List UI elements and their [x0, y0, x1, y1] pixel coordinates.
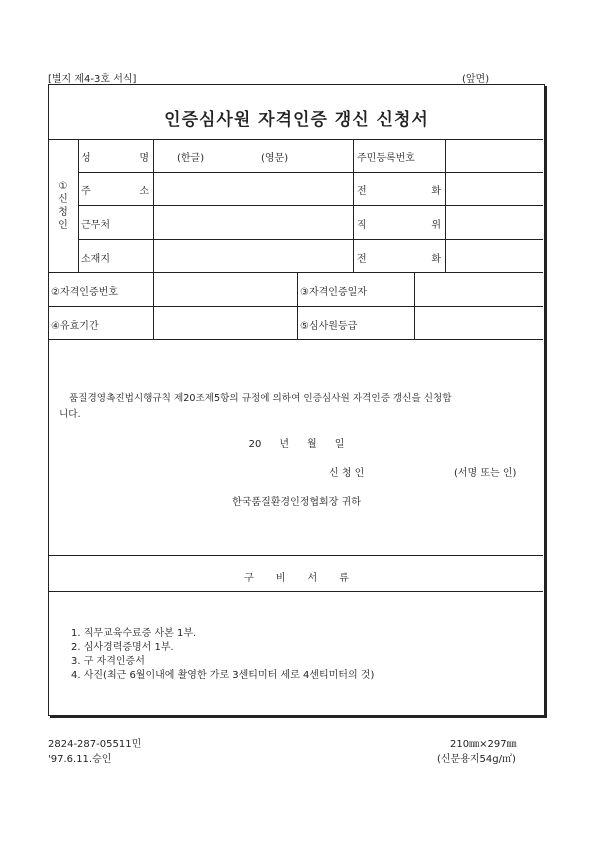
- rrn-field[interactable]: [447, 141, 541, 170]
- address-field[interactable]: [155, 174, 351, 203]
- row-divider: [49, 306, 543, 307]
- column-divider: [153, 139, 154, 272]
- document-item: 3. 구 자격인증서: [71, 656, 145, 667]
- application-statement: 품질경영촉진법시행규칙 제20조제5항의 규정에 의하여 인증심사원 자격인증 갱신을 신청합 니다.: [59, 393, 452, 420]
- name-field[interactable]: [155, 141, 351, 170]
- required-documents-list: [71, 627, 374, 683]
- grade-label: ⑤심사원등급: [300, 321, 358, 332]
- column-divider: [153, 272, 154, 339]
- document-item: 1. 직무교육수료증 사본 1부.: [71, 628, 197, 639]
- applicant-section-label: ① 신 청 인: [58, 181, 68, 231]
- column-divider: [445, 139, 446, 272]
- form-code: 2824-287-05511민: [48, 739, 142, 750]
- cert-number-label: ②자격인증번호: [51, 287, 118, 298]
- date-line: 20 년 월 일: [248, 439, 345, 450]
- validity-label: ④유효기간: [51, 321, 99, 332]
- phone-label: 전 화: [357, 186, 441, 197]
- row-divider: [49, 272, 543, 273]
- required-documents-title: 구 비 서 류: [244, 573, 349, 584]
- location-label: 소재지: [81, 254, 110, 265]
- name-english-hint: (영문): [261, 153, 289, 164]
- signature-hint: (서명 또는 인): [454, 468, 517, 479]
- cert-date-field[interactable]: [416, 274, 541, 304]
- position-label: 직 위: [357, 220, 441, 231]
- column-divider: [414, 272, 415, 339]
- row-divider: [78, 205, 543, 206]
- phone2-field[interactable]: [447, 241, 541, 270]
- row-divider: [49, 591, 543, 592]
- page-side-label: (앞면): [462, 74, 490, 85]
- applicant-signature-label: 신 청 인: [329, 468, 365, 479]
- row-divider: [49, 555, 543, 556]
- document-item: 4. 사진(최근 6월이내에 촬영한 가로 3센티미터 세로 4센티미터의 것): [71, 670, 375, 681]
- location-field[interactable]: [155, 241, 351, 270]
- phone2-label: 전 화: [357, 254, 441, 265]
- paper-type: (신문용지54g/㎡): [437, 754, 516, 765]
- paper-size: 210㎜×297㎜: [450, 739, 517, 750]
- row-divider: [49, 339, 543, 340]
- name-korean-hint: (한글): [177, 153, 205, 164]
- column-divider: [297, 272, 298, 339]
- row-divider: [49, 139, 543, 140]
- row-divider: [78, 172, 543, 173]
- workplace-label: 근무처: [81, 220, 110, 231]
- cert-number-field[interactable]: [155, 274, 295, 304]
- phone-field[interactable]: [447, 174, 541, 203]
- name-label: 성 명: [81, 153, 149, 164]
- column-divider: [78, 139, 79, 272]
- position-field[interactable]: [447, 207, 541, 237]
- approval-date: '97.6.11.승인: [48, 754, 112, 765]
- validity-field[interactable]: [155, 308, 295, 337]
- address-label: 주 소: [81, 186, 149, 197]
- form-number: [별지 제4-3호 서식]: [48, 74, 137, 85]
- column-divider: [353, 139, 354, 272]
- application-form: [48, 84, 545, 716]
- row-divider: [78, 239, 543, 240]
- document-item: 2. 심사경력증명서 1부.: [71, 642, 174, 653]
- recipient: 한국품질환경인정협회장 귀하: [232, 497, 361, 508]
- form-title: 인증심사원 자격인증 갱신 신청서: [164, 110, 429, 130]
- workplace-field[interactable]: [155, 207, 351, 237]
- rrn-label: 주민등록번호: [357, 153, 415, 164]
- cert-date-label: ③자격인증일자: [300, 287, 367, 298]
- grade-field[interactable]: [416, 308, 541, 337]
